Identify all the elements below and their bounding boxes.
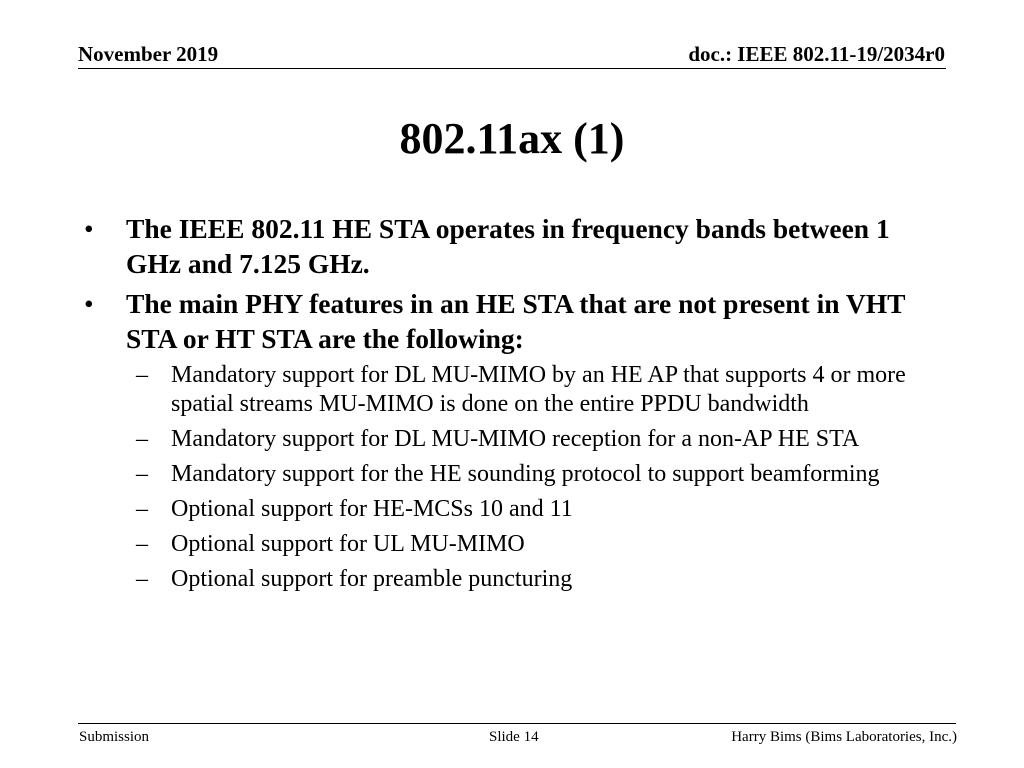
bullet-text: The main PHY features in an HE STA that are not present in VHT STA or HT STA are the following:	[126, 288, 905, 354]
bullet-item	[84, 286, 944, 356]
header-divider	[78, 68, 946, 69]
sub-bullet-text: Optional support for preamble puncturing	[171, 566, 573, 592]
sub-bullet-text: Mandatory support for DL MU-MIMO reception for a non-AP HE STA	[171, 426, 860, 452]
footer-author: Harry Bims (Bims Laboratories, Inc.)	[731, 729, 957, 745]
bullet-text: The IEEE 802.11 HE STA operates in frequency bands between 1 GHz and 7.125 GHz.	[126, 213, 890, 279]
footer-submission: Submission	[79, 729, 150, 745]
sub-bullet-item	[84, 460, 944, 489]
sub-bullet-text: Mandatory support for DL MU-MIMO by an HE AP that supports 4 or more spatial streams MU-MIMO is done on the entire PPDU bandwidth	[171, 362, 906, 417]
sub-bullet-item	[84, 495, 944, 524]
sub-bullet-text: Optional support for HE-MCSs 10 and 11	[171, 496, 573, 522]
slide-title: 802.11ax (1)	[399, 114, 625, 163]
sub-bullet-item	[84, 530, 944, 559]
bullet-item	[84, 211, 944, 281]
header-date: November 2019	[78, 42, 219, 66]
footer-divider	[78, 723, 956, 724]
header-doc-id: doc.: IEEE 802.11-19/2034r0	[688, 42, 945, 66]
sub-bullet-marker: –	[136, 362, 148, 388]
sub-bullet-marker: –	[136, 461, 148, 487]
slide-body	[84, 211, 944, 600]
sub-bullet-text: Optional support for UL MU-MIMO	[171, 531, 525, 557]
bullet-marker: •	[84, 288, 94, 319]
bullet-marker: •	[84, 213, 94, 244]
footer-slide-number: Slide 14	[489, 729, 539, 745]
sub-bullet-text: Mandatory support for the HE sounding protocol to support beamforming	[171, 461, 880, 487]
sub-bullet-marker: –	[136, 496, 148, 522]
sub-bullet-marker: –	[136, 426, 148, 452]
sub-bullet-marker: –	[136, 566, 148, 592]
sub-bullet-item	[84, 361, 944, 419]
sub-bullet-marker: –	[136, 531, 148, 557]
sub-bullet-item	[84, 565, 944, 594]
sub-bullet-item	[84, 425, 944, 454]
